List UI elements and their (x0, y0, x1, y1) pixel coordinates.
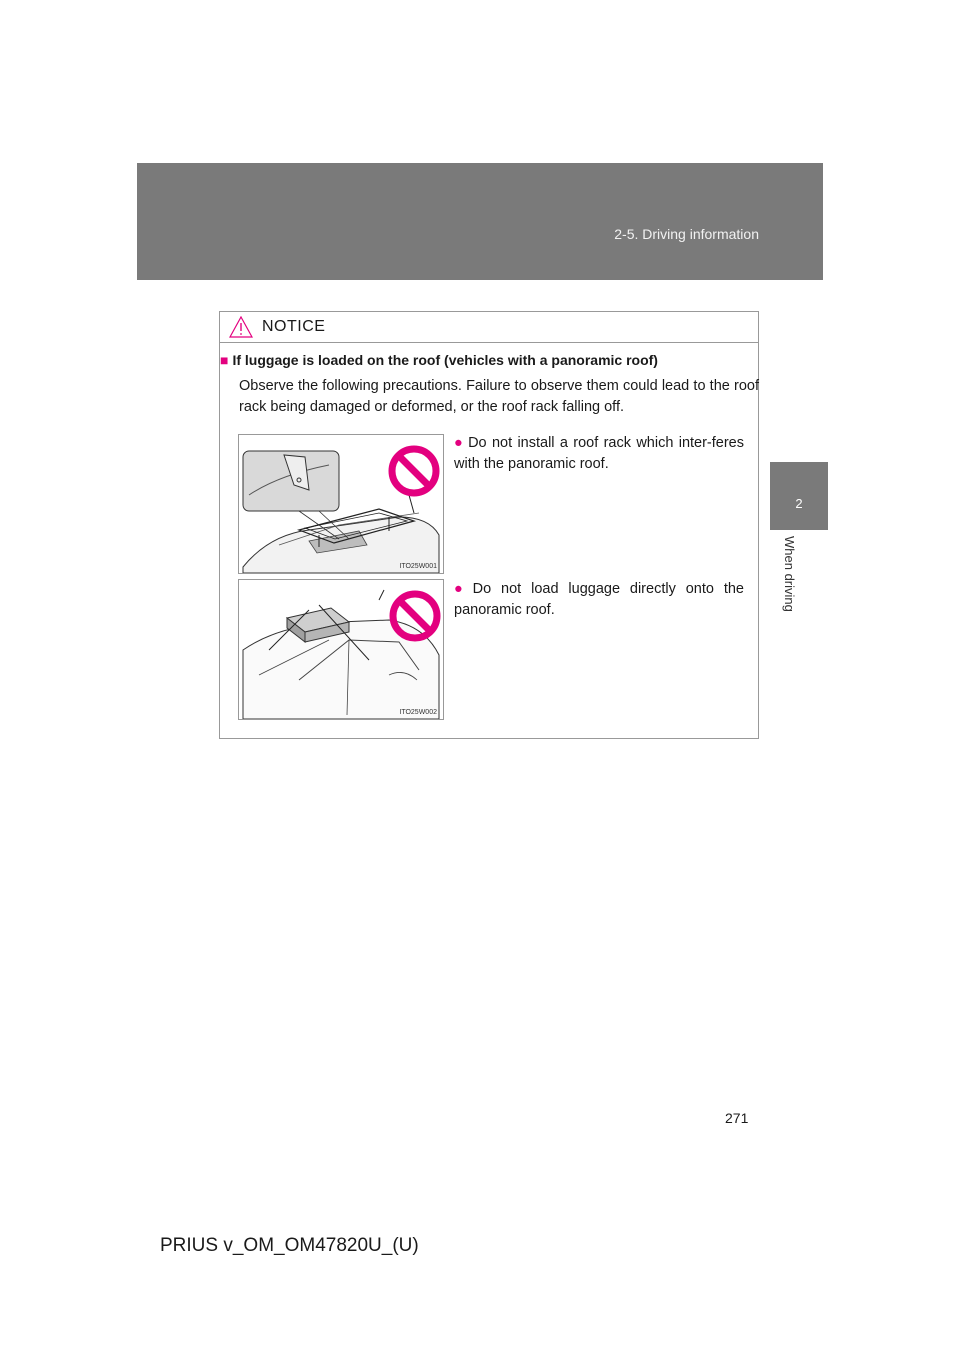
luggage-roof-illustration (239, 580, 443, 719)
warning-triangle-icon (229, 316, 253, 338)
notice-subheading (220, 352, 658, 368)
circle-bullet-icon: ● (454, 581, 469, 597)
notice-box (219, 311, 759, 739)
chapter-label-container (782, 536, 802, 636)
roof-rack-illustration (239, 435, 443, 573)
notice-subheading-text: If luggage is loaded on the roof (vehicles with a panoramic roof) (232, 352, 658, 368)
figure-id: ITO25W002 (399, 709, 437, 716)
header-band (137, 163, 823, 280)
document-code: PRIUS v_OM_OM47820U_(U) (160, 1235, 419, 1256)
bullet-item-2-text: Do not load luggage directly onto the panoramic roof. (454, 581, 744, 618)
figure-id: ITO25W001 (399, 563, 437, 570)
bullet-item-2 (454, 579, 744, 621)
notice-header (220, 312, 758, 343)
roof-rack-figure (238, 434, 444, 574)
square-bullet-icon: ■ (220, 352, 229, 368)
chapter-number: 2 (795, 496, 803, 511)
notice-title: NOTICE (262, 318, 326, 335)
chapter-label: When driving (782, 536, 797, 612)
section-title: 2-5. Driving information (614, 226, 759, 242)
circle-bullet-icon: ● (454, 435, 465, 451)
page-number: 271 (725, 1110, 749, 1126)
bullet-item-1 (454, 433, 744, 475)
bullet-item-1-text: Do not install a roof rack which inter-feres with the panoramic roof. (454, 435, 745, 472)
notice-intro: Observe the following precautions. Failure to observe them could lead to the roof rack being damaged or deformed, or the roof rack falling off. (239, 378, 759, 415)
luggage-roof-figure (238, 579, 444, 720)
chapter-tab (770, 462, 828, 530)
